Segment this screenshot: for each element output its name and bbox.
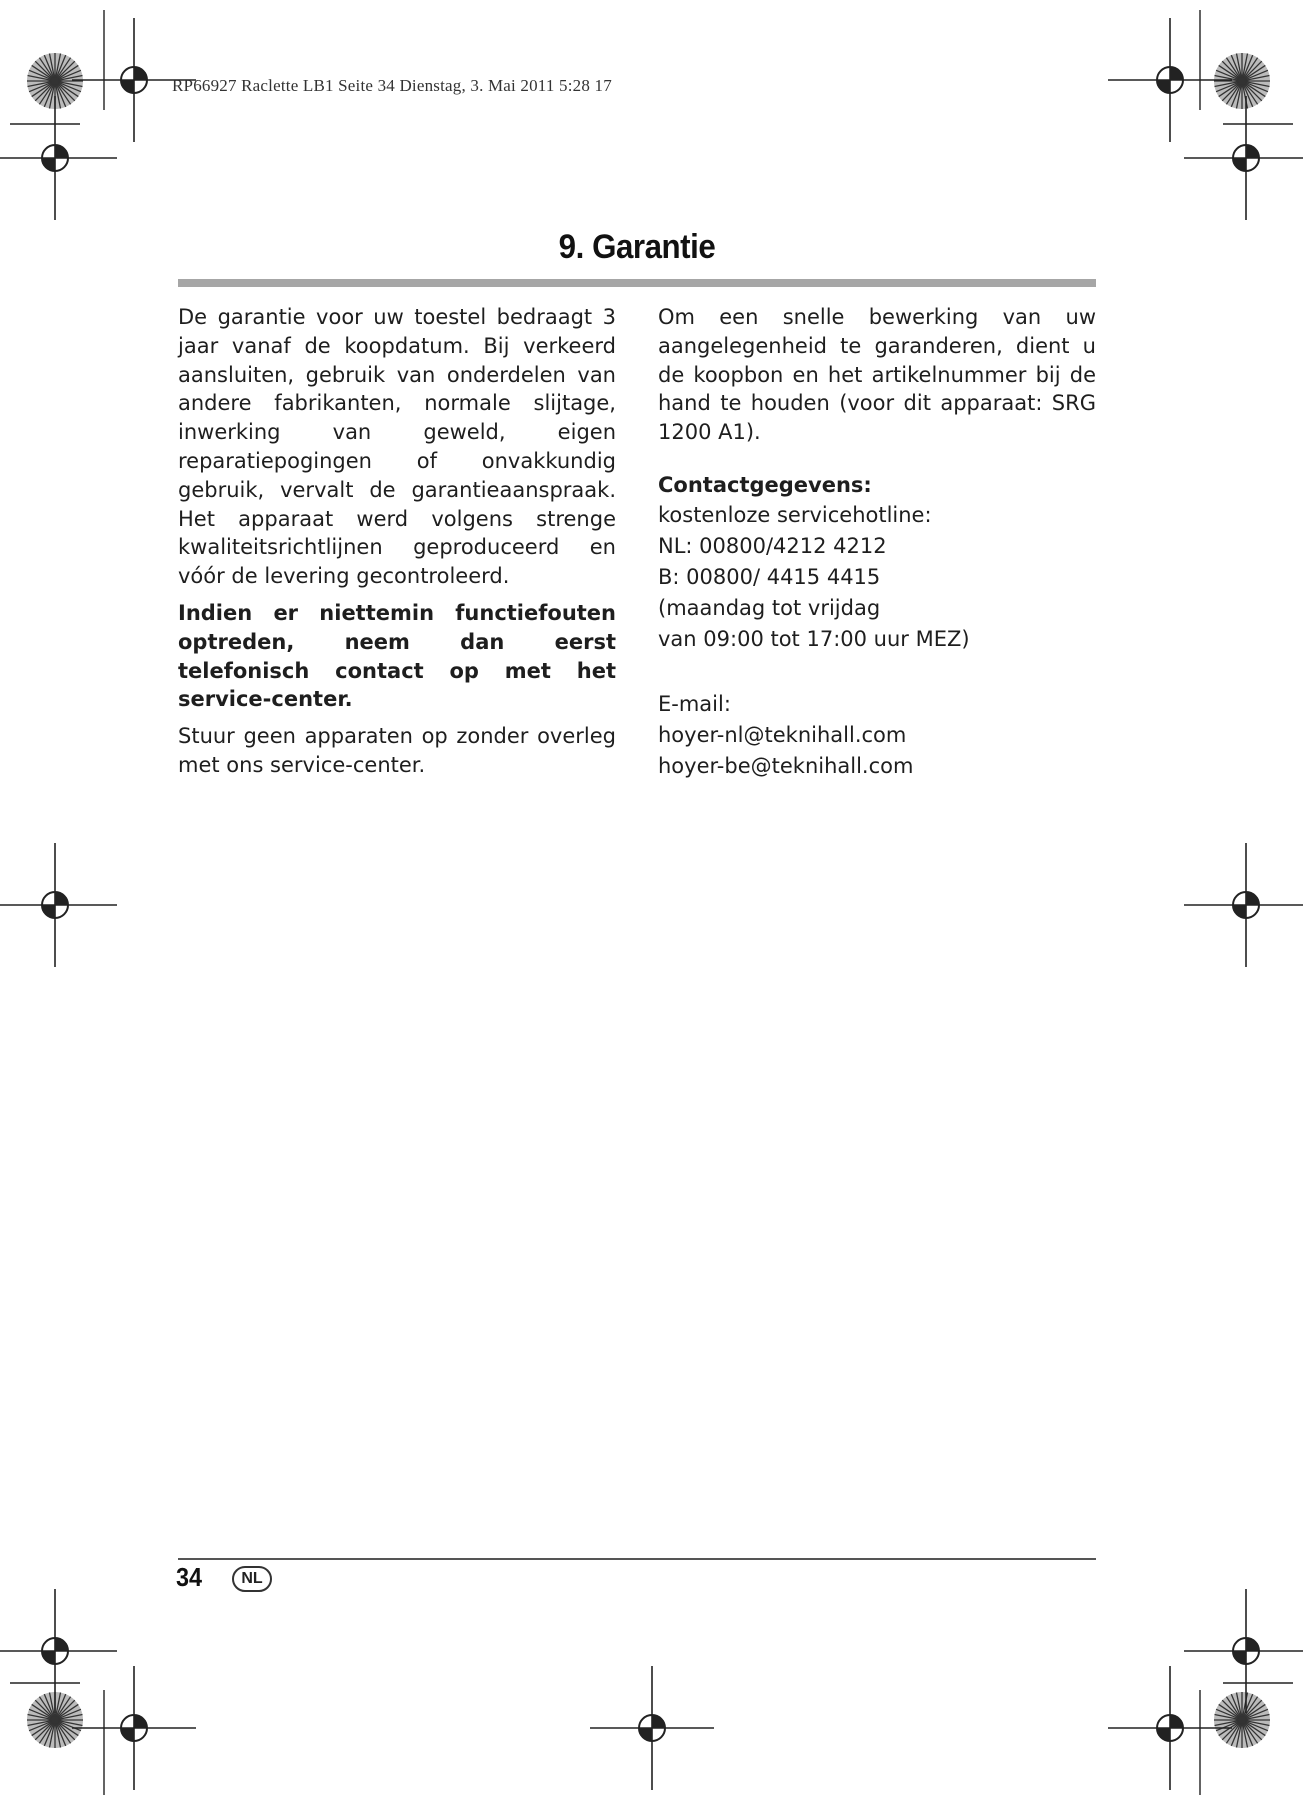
right-column — [658, 303, 1096, 782]
phone-be: B: 00800/ 4415 4415 — [658, 564, 881, 589]
receipt-paragraph: Om een snelle bewerking van uw aangelegenheid te garanderen, dient u de koopbon en het artikelnummer bij de hand te houden (voor dit apparaat: SRG 1200 A1). — [658, 305, 1096, 445]
email-label: E-mail: — [658, 691, 731, 716]
left-column — [178, 303, 616, 780]
malfunction-notice: Indien er niettemin functiefouten optreden, neem dan eerst telefonisch contact op met het service-center. — [178, 600, 616, 712]
footer-rule — [178, 1558, 1096, 1560]
title-rule — [178, 279, 1096, 287]
email-be: hoyer-be@teknihall.com — [658, 753, 914, 778]
print-header-info: RP66927 Raclette LB1 Seite 34 Dienstag, 3. Mai 2011 5:28 17 — [172, 76, 612, 95]
phone-nl: NL: 00800/4212 4212 — [658, 533, 887, 558]
section-title: 9. Garantie — [558, 228, 716, 266]
hours-times: van 09:00 tot 17:00 uur MEZ) — [658, 626, 970, 651]
warranty-paragraph: De garantie voor uw toestel bedraagt 3 jaar vanaf de koopdatum. Bij verkeerd aansluiten, gebruik van onderdelen van andere fabrikanten, normale slijtage, inwerking van geweld, eigen reparatiepogingen of onvakkundig gebruik, vervalt de garantieaanspraak. Het apparaat werd volgens strenge kwaliteitsrichtlijnen geproduceerd en vóór de levering gecontroleerd. — [178, 305, 616, 589]
email-nl: hoyer-nl@teknihall.com — [658, 722, 907, 747]
language-badge: NL — [232, 1566, 272, 1592]
hotline-label: kostenloze servicehotline: — [658, 502, 932, 527]
shipping-notice: Stuur geen apparaten op zonder overleg met ons service-center. — [178, 724, 616, 777]
hours-days: (maandag tot vrijdag — [658, 595, 881, 620]
contact-heading: Contactgegevens: — [658, 472, 872, 497]
page-number: 34 — [176, 1562, 203, 1592]
